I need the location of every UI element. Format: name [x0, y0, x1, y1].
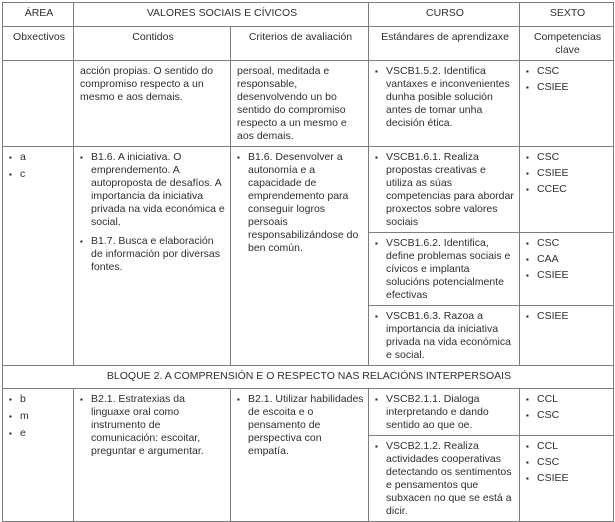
list-item: [526, 456, 609, 469]
competencia-text: CSIEE: [537, 310, 569, 322]
list-item: [9, 427, 69, 440]
bullet-icon: ▪: [526, 239, 529, 248]
bullet-icon: ▪: [526, 395, 529, 404]
estandar-cell: [369, 389, 520, 436]
header-criterios: Criterios de avaliación: [231, 27, 369, 61]
list-item: [526, 237, 609, 250]
bullet-icon: ▪: [526, 312, 529, 321]
competencias-cell: [520, 389, 614, 436]
header-curso: CURSO: [369, 3, 520, 27]
list-item: [526, 167, 609, 180]
competencia-text: CSC: [537, 151, 560, 163]
estandar-text: VSCB1.6.3. Razoa a importancia da iniciativa privada na vida económica e social.: [386, 310, 511, 361]
bullet-icon: ▪: [375, 312, 378, 321]
competencia-text: CAA: [537, 253, 559, 265]
curriculum-table: [2, 2, 614, 522]
competencia-text: CSIEE: [537, 269, 569, 281]
competencia-text: CSIEE: [537, 472, 569, 484]
contido-text: B1.7. Busca e elaboración de información por diversas fontes.: [91, 235, 220, 273]
list-item: [80, 151, 226, 229]
bloque2-title: BLOQUE 2. A COMPRENSIÓN E O RESPECTO NAS RELACIÓNS INTERPERSOAIS: [3, 366, 614, 389]
header-competencias: Competencias clave: [520, 27, 614, 61]
bullet-icon: ▪: [237, 395, 240, 404]
list-item: [375, 310, 515, 362]
bullet-icon: ▪: [80, 153, 83, 162]
obxectivo-text: c: [20, 168, 26, 180]
bloque-row: [3, 366, 614, 389]
bullet-icon: ▪: [375, 153, 378, 162]
obxectivo-text: m: [20, 410, 29, 422]
list-item: [9, 410, 69, 423]
list-item: [375, 151, 515, 229]
header-contidos: Contidos: [74, 27, 231, 61]
estandar-cell: [369, 306, 520, 366]
bullet-icon: ▪: [526, 255, 529, 264]
competencia-text: CCL: [537, 440, 559, 452]
estandar-text: VSCB1.6.1. Realiza propostas creativas e utiliza as súas competencias para abordar proxectos sobre valores sociais: [386, 151, 514, 228]
estandar-cell: [369, 61, 520, 147]
bullet-icon: ▪: [9, 170, 12, 179]
obxectivo-text: a: [20, 151, 26, 163]
header-estandares: Estándares de aprendizaxe: [369, 27, 520, 61]
competencia-text: CSIEE: [537, 167, 569, 179]
list-item: [526, 151, 609, 164]
list-item: [526, 81, 609, 94]
bullet-icon: ▪: [526, 442, 529, 451]
bullet-icon: ▪: [375, 395, 378, 404]
bullet-icon: ▪: [526, 153, 529, 162]
list-item: [237, 393, 364, 458]
estandar-text: VSCB2.1.1. Dialoga interpretando e dando sentido ao que oe.: [386, 393, 489, 431]
bullet-icon: ▪: [526, 185, 529, 194]
competencia-text: CCL: [537, 393, 559, 405]
header-valores-sociais: VALORES SOCIAIS E CÍVICOS: [74, 3, 369, 27]
obxectivos-cell: [3, 389, 74, 522]
criterio-text: B2.1. Utilizar habilidades de escoita e o pensamento de perspectiva con empatía.: [248, 393, 364, 457]
estandar-cell: [369, 436, 520, 522]
list-item: [526, 310, 609, 323]
header-area: ÁREA: [3, 3, 74, 27]
contido-text: B1.6. A iniciativa. O emprendemento. A autoproposta de desafíos. A importancia da iniciativa privada na vida económica e social.: [91, 151, 225, 228]
list-item: [526, 409, 609, 422]
bullet-icon: ▪: [526, 458, 529, 467]
list-item: [375, 440, 515, 518]
list-item: [526, 472, 609, 485]
estandar-cell: [369, 147, 520, 233]
bullet-icon: ▪: [80, 395, 83, 404]
list-item: [80, 393, 226, 458]
criterios-continuation: persoal, meditada e responsable, desenvolvendo un bo sentido do compromiso respecto a un mesmo e aos demais.: [231, 61, 369, 147]
table-row: [3, 389, 614, 436]
bullet-icon: ▪: [9, 429, 12, 438]
table-row: [3, 61, 614, 147]
bullet-icon: ▪: [526, 169, 529, 178]
list-item: [375, 65, 515, 130]
competencias-cell: [520, 436, 614, 522]
bullet-icon: ▪: [526, 474, 529, 483]
estandar-cell: [369, 233, 520, 306]
competencia-text: CSC: [537, 456, 560, 468]
contidos-continuation: acción propias. O sentido do compromiso respecto a un mesmo e aos demais.: [74, 61, 231, 147]
bullet-icon: ▪: [9, 395, 12, 404]
bullet-icon: ▪: [9, 153, 12, 162]
header-obxectivos: Obxectivos: [3, 27, 74, 61]
estandar-text: VSCB1.6.2. Identifica, define problemas sociais e cívicos e implanta solucións potencialmente efectivas: [386, 237, 511, 301]
bullet-icon: ▪: [9, 412, 12, 421]
list-item: [9, 168, 69, 181]
header-row-1: [3, 3, 614, 27]
list-item: [9, 393, 69, 406]
competencia-text: CSC: [537, 65, 560, 77]
bullet-icon: ▪: [526, 271, 529, 280]
criterio-text: B1.6. Desenvolver a autonomía e a capacidade de emprendemento para conseguir logros persoais responsabilizándose do ben común.: [248, 151, 359, 254]
list-item: [375, 393, 515, 432]
bullet-icon: ▪: [526, 83, 529, 92]
bullet-icon: ▪: [375, 67, 378, 76]
estandar-text: VSCB1.5.2. Identifica vantaxes e inconvenientes dunha posible solución antes de tomar unha decisión ética.: [386, 65, 510, 129]
table-row: [3, 147, 614, 233]
list-item: [526, 253, 609, 266]
bullet-icon: ▪: [375, 239, 378, 248]
header-row-2: [3, 27, 614, 61]
obxectivo-text: b: [20, 393, 26, 405]
list-item: [375, 237, 515, 302]
contidos-cell: [74, 147, 231, 366]
competencia-text: CSC: [537, 409, 560, 421]
list-item: [526, 65, 609, 78]
header-sexto: SEXTO: [520, 3, 614, 27]
list-item: [526, 183, 609, 196]
bullet-icon: ▪: [375, 442, 378, 451]
bullet-icon: ▪: [526, 411, 529, 420]
list-item: [526, 393, 609, 406]
competencias-cell: [520, 233, 614, 306]
list-item: [526, 269, 609, 282]
competencias-cell: [520, 147, 614, 233]
obxectivo-text: e: [20, 427, 26, 439]
list-item: [526, 440, 609, 453]
bullet-icon: ▪: [237, 153, 240, 162]
obxectivos-cell: [3, 147, 74, 366]
estandar-text: VSCB2.1.2. Realiza actividades cooperativas detectando os sentimentos e pensamentos que subxacen no que se está a dicir.: [386, 440, 512, 517]
competencias-cell: [520, 306, 614, 366]
obxectivos-cell-empty: [3, 61, 74, 147]
contido-text: B2.1. Estratexias da linguaxe oral como instrumento de comunicación: escoitar, preguntar e argumentar.: [91, 393, 204, 457]
list-item: [237, 151, 364, 255]
competencia-text: CSIEE: [537, 81, 569, 93]
bullet-icon: ▪: [526, 67, 529, 76]
bullet-icon: ▪: [80, 237, 83, 246]
competencias-cell: [520, 61, 614, 147]
criterios-cell: [231, 389, 369, 522]
contidos-cell: [74, 389, 231, 522]
list-item: [9, 151, 69, 164]
competencia-text: CCEC: [537, 183, 567, 195]
criterios-cell: [231, 147, 369, 366]
competencia-text: CSC: [537, 237, 560, 249]
list-item: [80, 235, 226, 274]
